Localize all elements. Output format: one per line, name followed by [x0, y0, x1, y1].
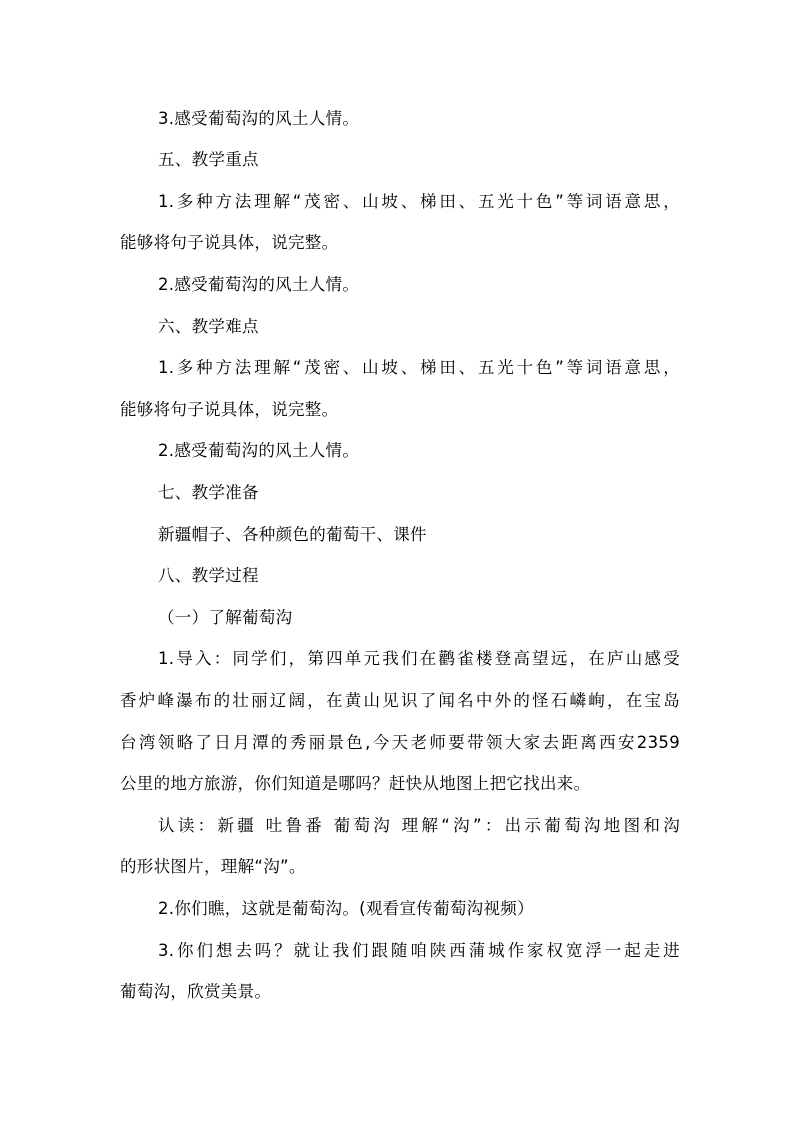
text-line: 认读：新疆 吐鲁番 葡萄沟 理解“沟”：出示葡萄沟地图和沟	[158, 816, 680, 835]
text-line: 的形状图片，理解“沟”。	[120, 857, 306, 876]
text-line: 1.多种方法理解“茂密、山坡、梯田、五光十色”等词语意思，	[158, 192, 680, 211]
text-line: 2.感受葡萄沟的风土人情。	[158, 441, 360, 460]
text-line: 公里的地方旅游，你们知道是哪吗？赶快从地图上把它找出来。	[120, 774, 591, 793]
text-line: 能够将句子说具体，说完整。	[120, 233, 339, 252]
text-line: 葡萄沟，欣赏美景。	[120, 982, 272, 1001]
text-line: 2.感受葡萄沟的风土人情。	[158, 275, 360, 294]
section-heading: 五、教学重点	[158, 150, 259, 169]
text-line: 香炉峰瀑布的壮丽辽阔，在黄山见识了闻名中外的怪石嶙峋，在宝岛	[120, 691, 680, 710]
text-line: 1.导入：同学们，第四单元我们在鹳雀楼登高望远，在庐山感受	[158, 649, 680, 668]
section-heading: 七、教学准备	[158, 483, 259, 502]
text-line: 1.多种方法理解“茂密、山坡、梯田、五光十色”等词语意思，	[158, 358, 680, 377]
section-heading: 六、教学难点	[158, 317, 259, 336]
text-line: 新疆帽子、各种颜色的葡萄干、课件	[158, 525, 427, 544]
text-line: 3.感受葡萄沟的风土人情。	[158, 109, 360, 128]
text-line: 3.你们想去吗？就让我们跟随咱陕西蒲城作家权宽浮一起走进	[158, 941, 680, 960]
text-line: 2.你们瞧，这就是葡萄沟。(观看宣传葡萄沟视频）	[158, 899, 534, 918]
section-heading: 八、教学过程	[158, 566, 259, 585]
subsection-heading: （一）了解葡萄沟	[158, 608, 293, 627]
text-line: 能够将句子说具体，说完整。	[120, 400, 339, 419]
text-line: 台湾领略了日月潭的秀丽景色,今天老师要带领大家去距离西安2359	[120, 733, 680, 752]
